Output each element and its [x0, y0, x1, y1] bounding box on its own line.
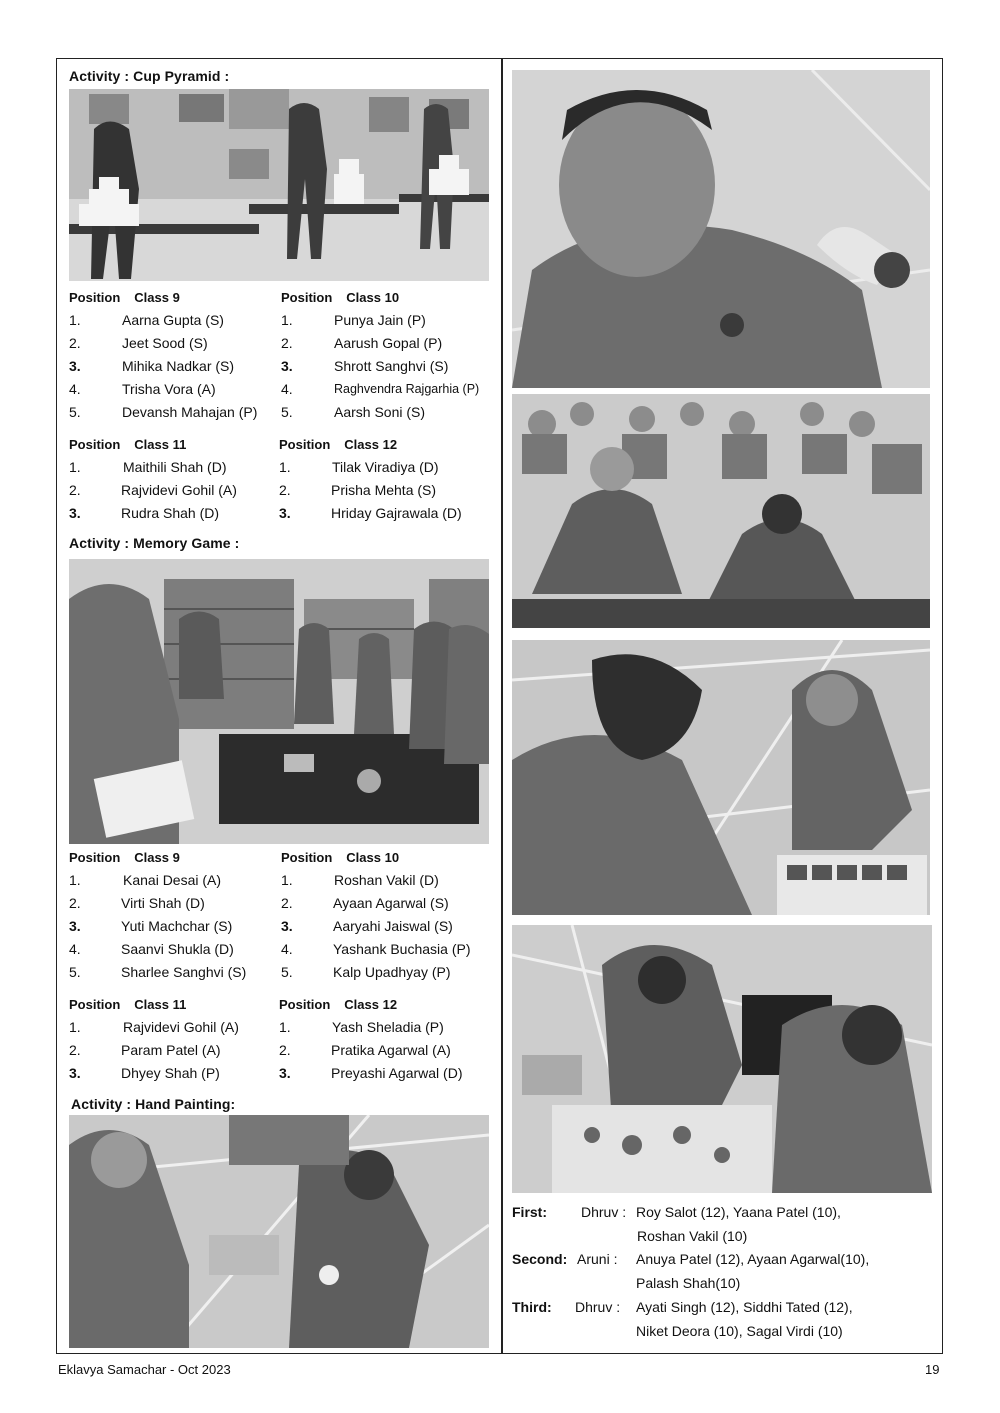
hand-painting-photo-4	[512, 925, 932, 1193]
result-second-names-2: Palash Shah(10)	[636, 1275, 741, 1291]
memory-game-title: Activity : Memory Game :	[69, 535, 240, 551]
memory-header-class9: Position Class 9	[69, 850, 180, 865]
result-first-names-2: Roshan Vakil (10)	[637, 1228, 748, 1244]
memory-header-class11: Position Class 11	[69, 997, 187, 1012]
cup-pyramid-title: Activity : Cup Pyramid :	[69, 68, 230, 84]
column-divider	[501, 58, 503, 1354]
result-first: First:	[512, 1204, 547, 1220]
cup-header-class9: Position Class 9	[69, 290, 180, 305]
footer-publication: Eklavya Samachar - Oct 2023	[58, 1362, 231, 1377]
cup-header-class11: Position Class 11	[69, 437, 187, 452]
hand-painting-photo-2	[512, 394, 930, 628]
result-second: Second:	[512, 1251, 568, 1267]
result-third-names-1: Ayati Singh (12), Siddhi Tated (12),	[636, 1299, 853, 1315]
result-third-house: Dhruv :	[575, 1299, 621, 1315]
hand-painting-photo-left	[69, 1115, 489, 1348]
memory-game-photo	[69, 559, 489, 844]
cup-pyramid-photo	[69, 89, 489, 281]
cup-header-class10: Position Class 10	[281, 290, 400, 305]
result-first-house: Dhruv :	[581, 1204, 627, 1220]
cup-header-class12: Position Class 12	[279, 437, 398, 452]
hand-painting-photo-1	[512, 70, 930, 388]
hand-painting-title: Activity : Hand Painting:	[71, 1096, 236, 1112]
result-third-names-2: Niket Deora (10), Sagal Virdi (10)	[636, 1323, 843, 1339]
result-first-names-1: Roy Salot (12), Yaana Patel (10),	[636, 1204, 841, 1220]
hand-painting-photo-3	[512, 640, 930, 915]
footer-page-number: 19	[925, 1362, 940, 1377]
memory-header-class12: Position Class 12	[279, 997, 398, 1012]
result-second-names-1: Anuya Patel (12), Ayaan Agarwal(10),	[636, 1251, 870, 1267]
memory-header-class10: Position Class 10	[281, 850, 400, 865]
result-third: Third:	[512, 1299, 552, 1315]
result-second-house: Aruni :	[577, 1251, 618, 1267]
